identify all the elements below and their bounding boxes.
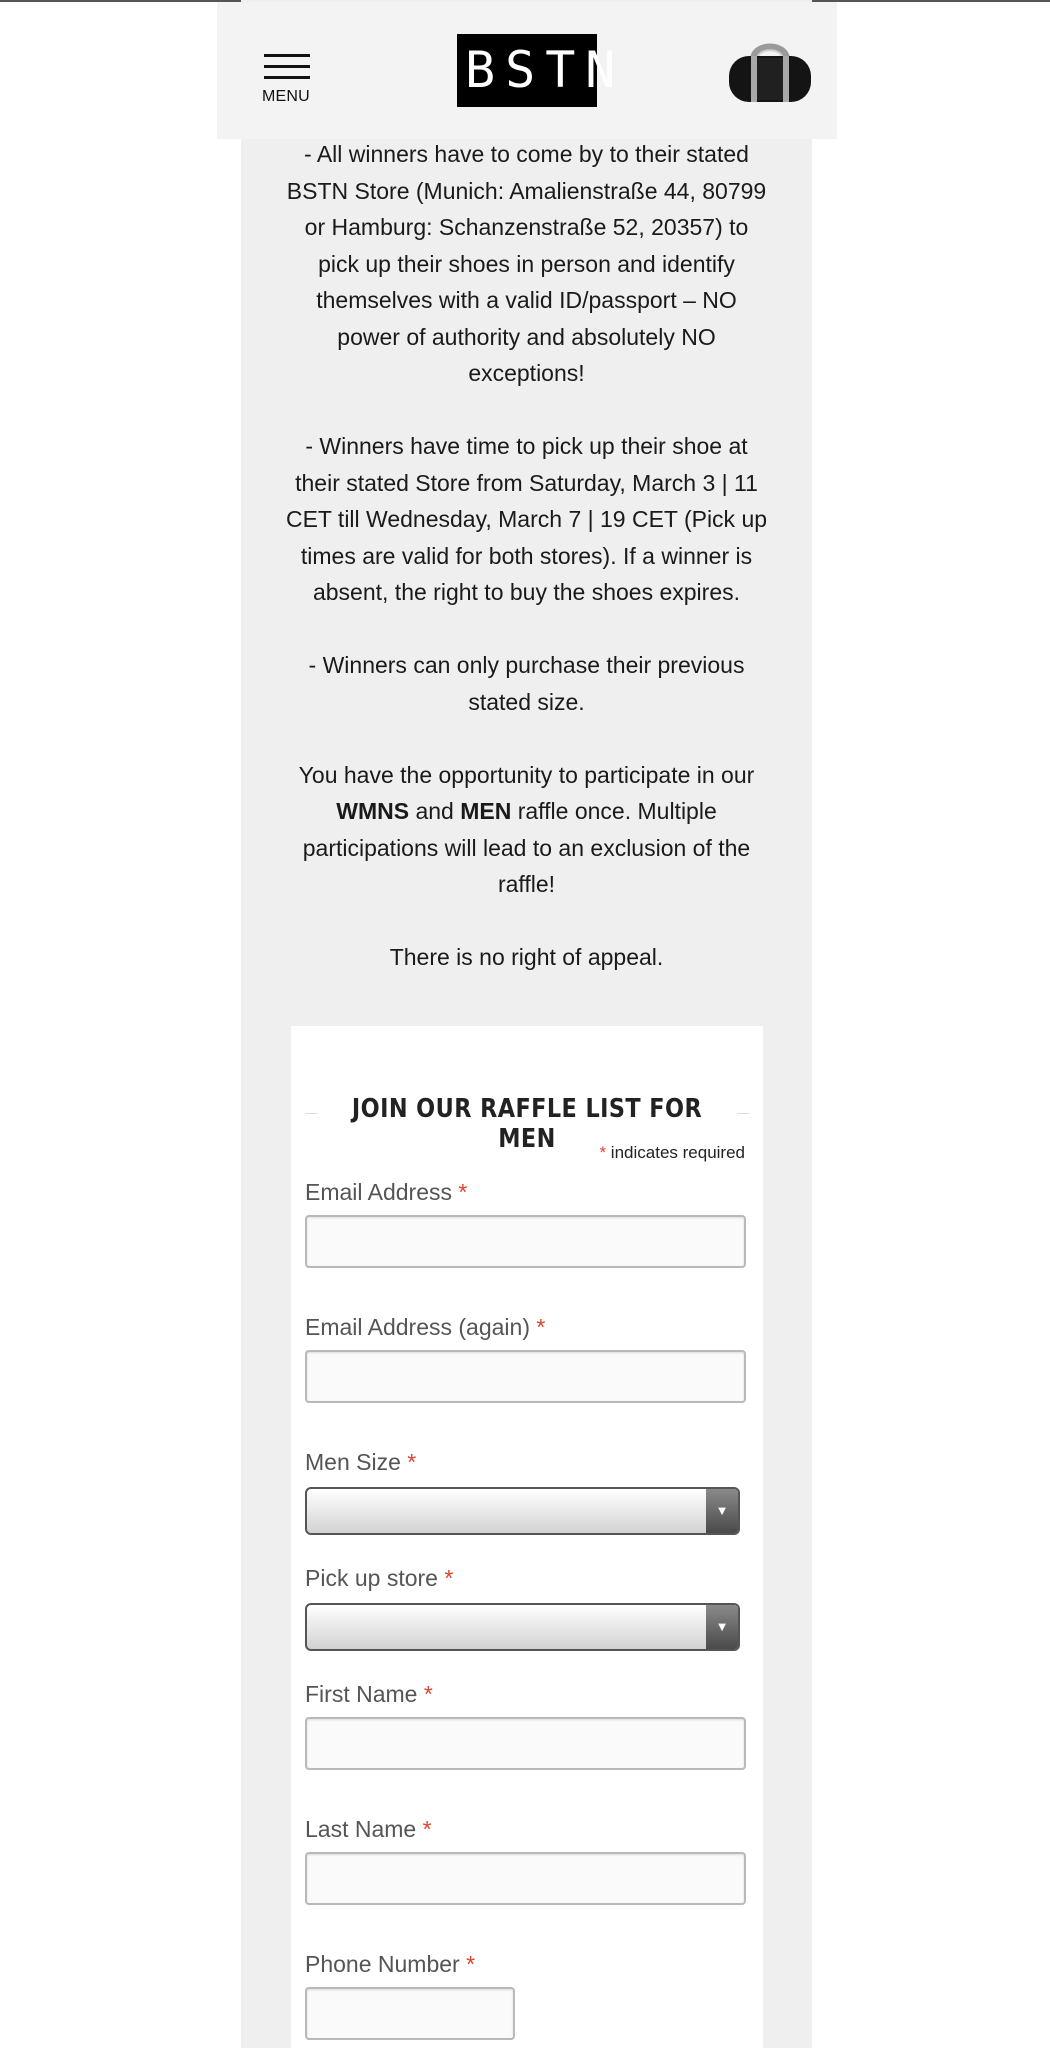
rules-paragraph-appeal: There is no right of appeal. [389,944,664,970]
rules-paragraph-size: - Winners can only purchase their previous stated size. [308,652,745,715]
site-header [217,2,837,139]
duffel-bag-icon[interactable] [727,40,813,104]
first-name-field[interactable] [305,1717,746,1770]
rules-paragraph-participation: You have the opportunity to participate in our WMNS and MEN raffle once. Multiple participations will lead to an exclusion of the raffle! [298,761,755,897]
rules-paragraph-pickup: - All winners have to come by to their stated BSTN Store (Munich: Amalienstraße 44, 80799 or Hamburg: Schanzenstraße 52, 20357) to pick up their shoes in person and identify themselves with a valid ID/passport – NO power of authority and absolutely NO exceptions! [286,141,767,386]
email-again-label: Email Address (again) * [305,1314,546,1340]
pickup-store-select[interactable] [305,1603,740,1651]
phone-field[interactable] [305,1987,515,2040]
last-name-field[interactable] [305,1852,746,1905]
last-name-label: Last Name * [305,1816,432,1842]
hamburger-icon [264,54,310,57]
raffle-rules [241,110,812,1012]
email-field[interactable] [305,1215,746,1268]
dropdown-arrow-icon: ▼ [706,1489,738,1533]
email-label: Email Address * [305,1179,468,1205]
phone-label: Phone Number * [305,1951,476,1977]
men-bold: MEN [460,798,512,824]
menu-label: MENU [262,88,310,105]
dropdown-arrow-icon: ▼ [706,1605,738,1649]
raffle-form [291,1026,763,2056]
men-size-label: Men Size * [305,1449,417,1475]
form-title: JOIN OUR RAFFLE LIST FOR MEN [351,1094,703,1154]
rules-paragraph-times: - Winners have time to pick up their shoe at their stated Store from Saturday, March 3 | 11 CET till Wednesday, March 7 | 19 CET (Pick up times are valid for both stores). If a winner is absent, the right to buy the shoes expires. [285,433,768,605]
wmns-bold: WMNS [336,798,410,824]
men-size-select[interactable] [305,1487,740,1535]
email-again-field[interactable] [305,1350,746,1403]
required-note: * indicates required [599,1143,745,1162]
first-name-label: First Name * [305,1681,433,1707]
bstn-logo[interactable]: BSTN [457,34,597,107]
pickup-store-label: Pick up store * [305,1565,454,1591]
menu-button[interactable] [262,50,314,108]
